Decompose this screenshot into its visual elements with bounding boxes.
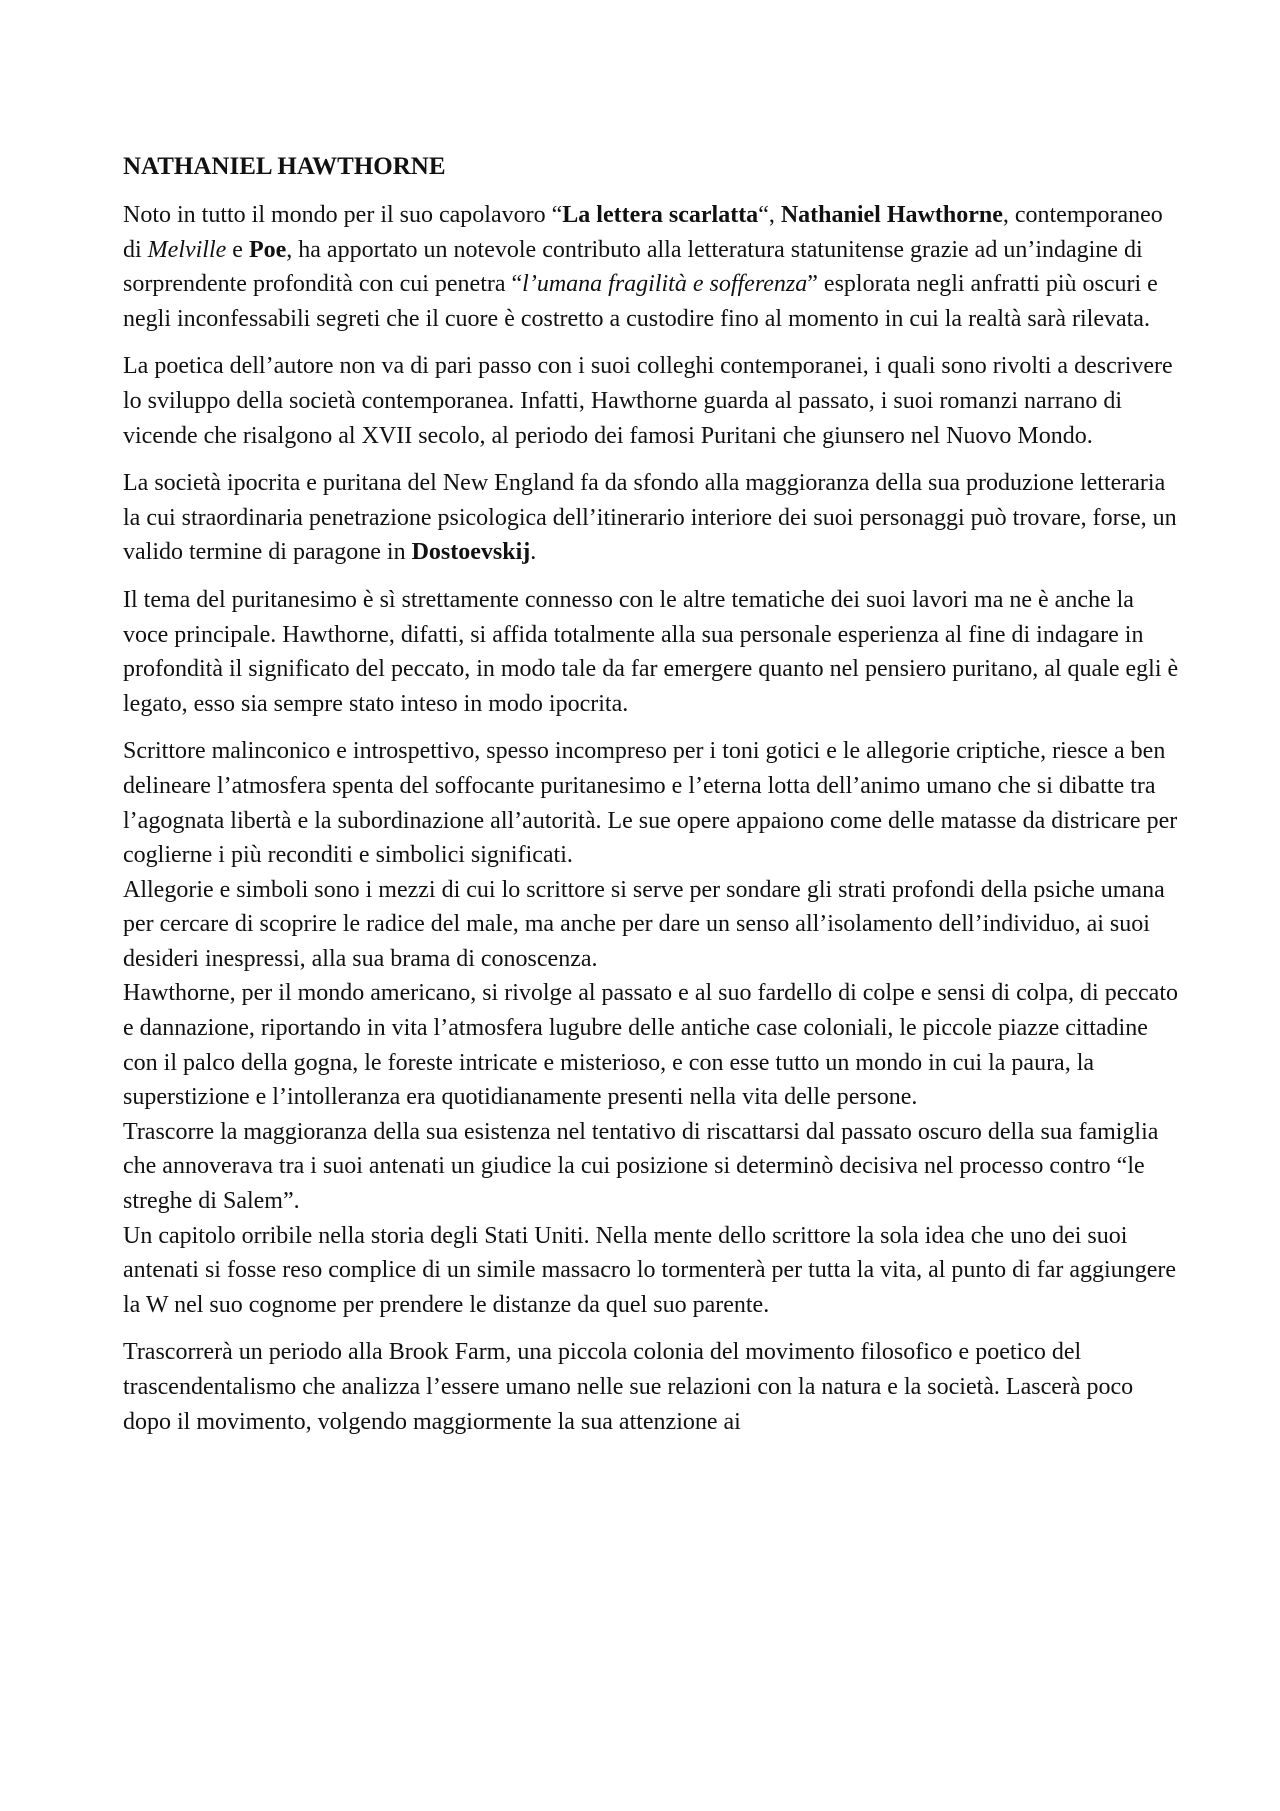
paragraph-horrible-chapter: Un capitolo orribile nella storia degli Stati Uniti. Nella mente dello scrittore la sola idea che uno dei suoi antenati si fosse reso complice di un simile massacro lo tormenterà per tutta la vita, al punto di far aggiungere la W nel suo cognome per prendere le distanze da quel suo parente. [123,1222,1176,1318]
paragraph-melancholic-writer: Scrittore malinconico e introspettivo, spesso incompreso per i toni gotici e le allegorie criptiche, riesce a ben delineare l’atmosfera spenta del soffocante puritanesimo e l’eterna lotta dell’animo umano che si dibatte tra l’agognata libertà e la subordinazione all’autorità. Le sue opere appaiono come delle matasse da districare per coglierne i più reconditi e simbolici significati. [123,738,1178,869]
p1-text-1: Noto in tutto il mondo per il suo capolavoro “ [123,202,563,228]
p1-text-4: e [226,236,249,263]
name-poe: Poe [248,236,287,263]
p3-text-1: La società ipocrita e puritana del New England fa da sfondo alla maggioranza della sua produzione letteraria la cui straordinaria penetrazione psicologica dell’itinerario interiore dei suoi personaggi può trovare, forse, un valido termine di paragone in [123,470,1177,566]
paragraph-new-england [123,466,1183,570]
work-title-scarlet-letter: La lettera scarlatta [562,202,759,228]
author-name: Nathaniel Hawthorne [780,202,1003,228]
document-page [123,150,1183,1452]
document-title: NATHANIEL HAWTHORNE [123,153,446,180]
name-melville: Melville [147,236,227,263]
p1-text-6: ” esplorata negli anfratti più oscuri e negli inconfessabili segreti che il cuore è costretto a custodire fino al momento in cui la realtà sarà rilevata. [123,271,1158,332]
paragraph-poetics: La poetica dell’autore non va di pari passo con i suoi colleghi contemporanei, i quali sono rivolti a descrivere lo sviluppo della società contemporanea. Infatti, Hawthorne guarda al passato, i suoi romanzi narrano di vicende che risalgono al XVII secolo, al periodo dei famosi Puritani che giunsero nel Nuovo Mondo. [123,353,1173,449]
name-dostoevskij: Dostoevskij [411,539,531,566]
p3-text-2: . [530,539,537,566]
paragraph-puritanism: Il tema del puritanesimo è sì strettamente connesso con le altre tematiche dei suoi lavori ma ne è anche la voce principale. Hawthorne, difatti, si affida totalmente alla sua personale esperienza al fine di indagare in profondità il significato del peccato, in modo tale da far emergere quanto nel pensiero puritano, al quale egli è legato, esso sia sempre stato inteso in modo ipocrita. [123,586,1179,717]
paragraph-family-past: Trascorre la maggioranza della sua esistenza nel tentativo di riscattarsi dal passato oscuro della sua famiglia che annoverava tra i suoi antenati un giudice la cui posizione si determinò decisiva nel processo contro “le streghe di Salem”. [123,1118,1159,1215]
paragraph-american-world: Hawthorne, per il mondo americano, si rivolge al passato e al suo fardello di colpe e sensi di colpa, di peccato e dannazione, riportando in vita l’atmosfera lugubre delle antiche case coloniali, le piccole piazze cittadine con il palco della gogna, le foreste intricate e misterioso, e con esse tutto un mondo in cui la paura, la superstizione e l’intolleranza era quotidianamente presenti nella vita delle persone. [123,980,1178,1111]
p1-text-2: “, [758,202,781,228]
p1-text-5: , ha apportato un notevole contributo alla letteratura statunitense grazie ad un’indagine di sorprendente profondità con cui penetra “ [123,236,1143,298]
paragraph-intro [123,198,1183,336]
paragraph-brook-farm: Trascorrerà un periodo alla Brook Farm, una piccola colonia del movimento filosofico e poetico del trascendentalismo che analizza l’essere umano nelle sue relazioni con la natura e la società. Lascerà poco dopo il movimento, volgendo maggiormente la sua attenzione ai [123,1339,1134,1435]
quote-human-fragility: l’umana fragilità e sofferenza [522,271,808,298]
p1-text-3: , contemporaneo di [123,202,1163,263]
paragraph-allegories: Allegorie e simboli sono i mezzi di cui lo scrittore si serve per sondare gli strati profondi della psiche umana per cercare di scoprire le radice del male, ma anche per dare un senso all’isolamento dell’individuo, ai suoi desideri inespressi, alla sua brama di conoscenza. [123,876,1165,972]
